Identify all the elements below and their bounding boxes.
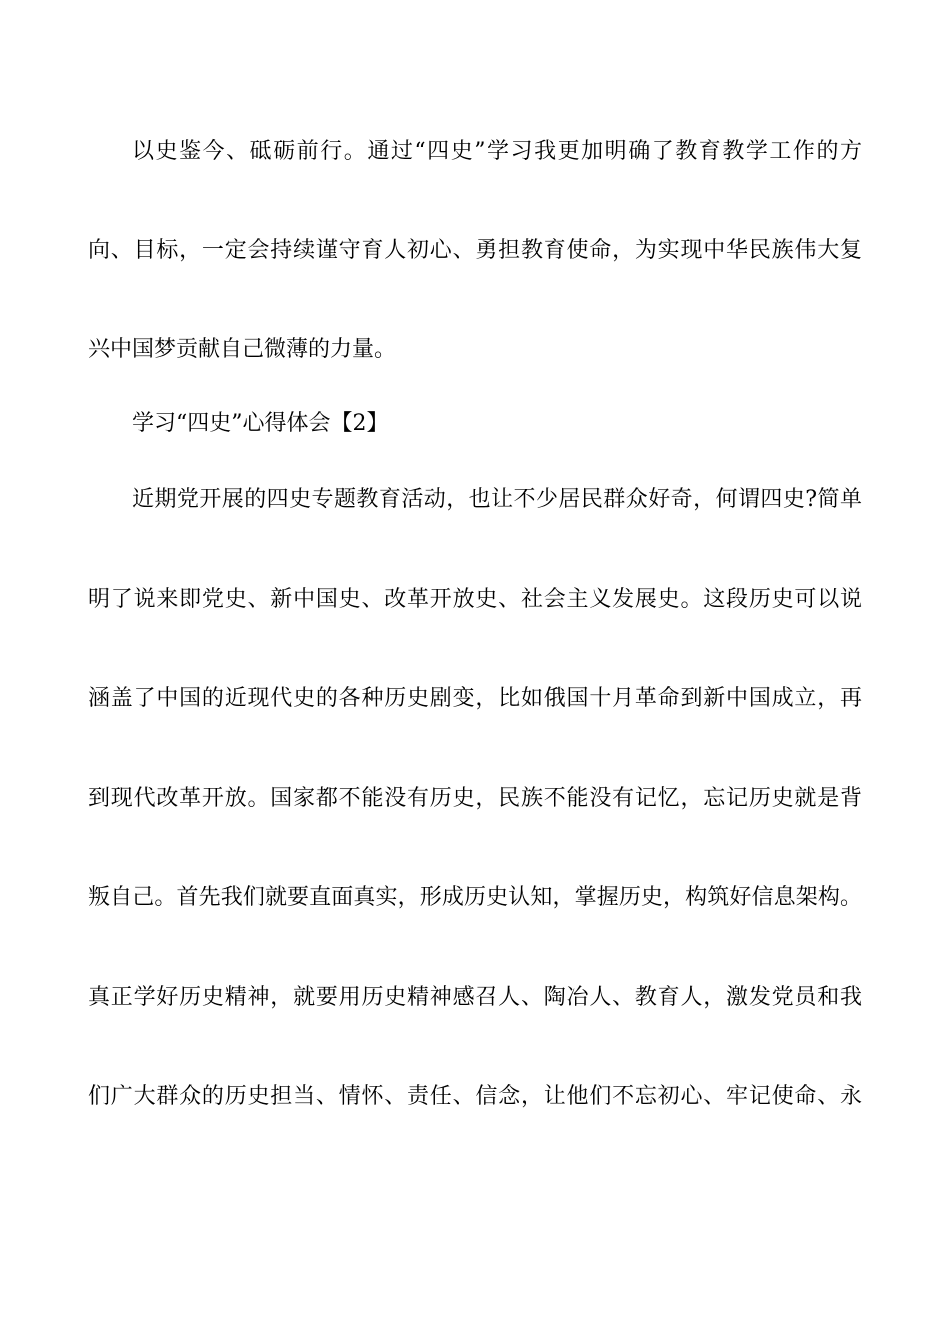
paragraph-1-line-3: 兴中国梦贡献自己微薄的力量。 (88, 337, 397, 362)
paragraph-2-line-2: 明了说来即党史、新中国史、改革开放史、社会主义发展史。这段历史可以说 (88, 587, 862, 612)
paragraph-1-line-1: 以史鉴今、砥砺前行。通过“四史”学习我更加明确了教育教学工作的方 (132, 139, 862, 164)
paragraph-2-line-7: 们广大群众的历史担当、情怀、责任、信念，让他们不忘初心、牢记使命、永 (88, 1084, 862, 1109)
paragraph-2-line-6: 真正学好历史精神，就要用历史精神感召人、陶冶人、教育人，激发党员和我 (88, 985, 862, 1010)
paragraph-2-line-3: 涵盖了中国的近现代史的各种历史剧变，比如俄国十月革命到新中国成立，再 (88, 686, 862, 711)
paragraph-2-line-1: 近期党开展的四史专题教育活动，也让不少居民群众好奇，何谓四史?简单 (132, 487, 862, 512)
paragraph-2-line-4: 到现代改革开放。国家都不能没有历史，民族不能没有记忆，忘记历史就是背 (88, 786, 862, 811)
section-heading: 学习“四史”心得体会【2】 (132, 411, 389, 436)
paragraph-2-line-5: 叛自己。首先我们就要直面真实，形成历史认知，掌握历史，构筑好信息架构。 (88, 885, 862, 910)
paragraph-1-line-2: 向、目标，一定会持续谨守育人初心、勇担教育使命，为实现中华民族伟大复 (88, 238, 862, 263)
